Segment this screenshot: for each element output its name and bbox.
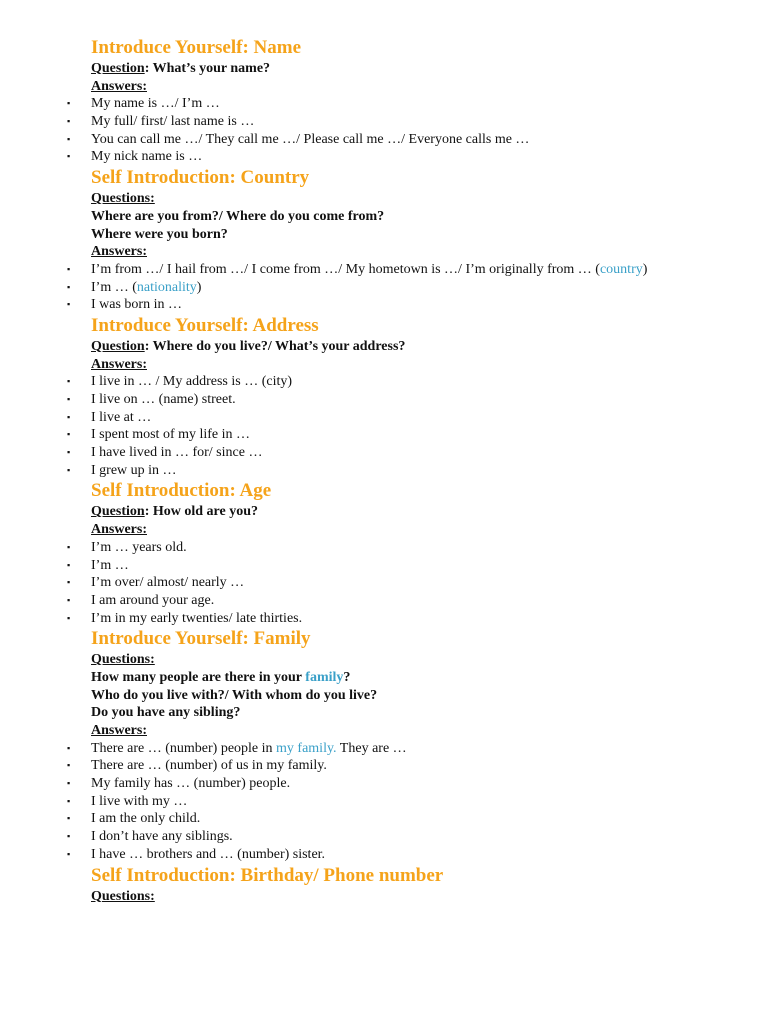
bullet-icon: ▪ (67, 541, 71, 552)
answer-item (67, 539, 768, 557)
heading-age: Self Introduction: Age (91, 480, 272, 502)
question-label: Question (91, 504, 145, 520)
answers-list-country (0, 261, 768, 314)
bullet-icon: ▪ (67, 848, 71, 859)
bullet-icon: ▪ (67, 594, 71, 605)
answer-text: My name is …/ I’m … (91, 96, 220, 112)
bullet-icon: ▪ (67, 98, 71, 109)
nationality-link[interactable]: nationality (136, 279, 197, 295)
answers-label: Answers: (91, 356, 147, 372)
heading-address: Introduce Yourself: Address (91, 314, 319, 336)
questions-label: Questions: (91, 652, 155, 668)
answer-item (67, 793, 768, 811)
question-label: Question (91, 61, 145, 76)
bullet-icon: ▪ (67, 376, 71, 387)
question-line: Who do you live with?/ With whom do you live? (91, 687, 378, 703)
answers-label: Answers: (91, 723, 147, 738)
answer-text: You can call me …/ They call me …/ Please call me …/ Everyone calls me … (91, 131, 530, 147)
answer-text: I live on … (name) street. (91, 392, 236, 407)
answer-item (67, 261, 768, 279)
answers-label: Answers: (91, 78, 147, 94)
answer-text: ) (642, 261, 648, 277)
answer-text: My family has … (number) people. (91, 776, 291, 792)
answer-item (67, 828, 768, 846)
bullet-icon: ▪ (67, 742, 71, 753)
question-text: How many people are there in your (91, 669, 306, 685)
answer-text: There are … (number) people in (91, 740, 277, 756)
answer-text: I’m … (91, 557, 129, 573)
bullet-icon: ▪ (67, 778, 71, 789)
answer-text: I live at … (91, 409, 152, 425)
answer-item (67, 775, 768, 793)
answer-text: I have lived in … for/ since … (91, 445, 263, 461)
question-line (91, 669, 768, 687)
heading-country: Self Introduction: Country (91, 167, 310, 189)
bullet-icon: ▪ (67, 464, 71, 475)
question-line: Do you have any sibling? (91, 705, 241, 721)
answer-item (67, 592, 768, 610)
answers-list-age (0, 539, 768, 627)
answer-item (67, 95, 768, 113)
answers-label-line (91, 356, 768, 374)
country-link[interactable]: country (599, 261, 643, 277)
bullet-icon: ▪ (67, 831, 71, 842)
bullet-icon: ▪ (67, 795, 71, 806)
bullet-icon: ▪ (67, 133, 71, 144)
question-text: : What’s your name? (144, 61, 271, 76)
questions-label: Questions: (91, 888, 155, 904)
answer-item (67, 610, 768, 628)
answer-item (67, 131, 768, 149)
answer-item (67, 444, 768, 462)
question-line (91, 503, 768, 521)
bullet-icon: ▪ (67, 394, 71, 404)
answer-text: I am around your age. (91, 592, 215, 608)
answers-label-line (91, 243, 768, 261)
answer-item (67, 148, 768, 166)
answers-list-name (0, 95, 768, 166)
answer-item (67, 462, 768, 480)
question-line: Where are you from?/ Where do you come from? (91, 208, 385, 224)
bullet-icon: ▪ (67, 281, 71, 292)
answer-item (67, 296, 768, 314)
answer-text: I spent most of my life in … (91, 427, 251, 443)
answer-text: I was born in … (91, 297, 182, 313)
question-text: : How old are you? (144, 504, 258, 520)
questions-label-line (91, 190, 768, 208)
answer-item (67, 279, 768, 297)
answers-label-line (91, 722, 768, 740)
document-page (0, 36, 768, 905)
answer-text: I’m from …/ I hail from …/ I come from …/ My hometown is …/ I’m originally from … ( (91, 261, 600, 277)
bullet-icon: ▪ (67, 577, 71, 588)
bullet-icon: ▪ (67, 760, 71, 771)
answer-item (67, 574, 768, 592)
answer-text: I’m … years old. (91, 539, 187, 555)
question-line (91, 338, 768, 356)
bullet-icon: ▪ (67, 447, 71, 458)
bullet-icon: ▪ (67, 411, 71, 422)
bullet-icon: ▪ (67, 299, 71, 310)
answer-text: I live with my … (91, 793, 188, 809)
answer-item (67, 113, 768, 131)
answer-text: ) (196, 279, 202, 295)
answer-text: I’m over/ almost/ nearly … (91, 575, 245, 591)
answers-label-line (91, 521, 768, 539)
answer-text: My nick name is … (91, 149, 203, 165)
answer-text: I have … brothers and … (number) sister. (91, 846, 326, 862)
answer-text: I’m … ( (91, 279, 137, 295)
answer-item (67, 846, 768, 864)
answer-text: There are … (number) of us in my family. (91, 758, 327, 774)
answer-item (67, 810, 768, 828)
question-line (91, 60, 768, 78)
question-text: : Where do you live?/ What’s your address? (144, 338, 406, 354)
answer-text: They are … (336, 740, 407, 756)
answer-text: I am the only child. (91, 811, 201, 827)
answer-text: I’m in my early twenties/ late thirties. (91, 610, 303, 626)
question-text: ? (343, 669, 351, 685)
bullet-icon: ▪ (67, 429, 71, 440)
answer-item (67, 373, 768, 391)
answer-text: I grew up in … (91, 462, 177, 478)
bullet-icon: ▪ (67, 559, 71, 570)
questions-label-line (91, 651, 768, 669)
question-line: Where were you born? (91, 226, 228, 242)
bullet-icon: ▪ (67, 612, 71, 623)
answer-item (67, 426, 768, 444)
answers-label: Answers: (91, 522, 147, 538)
questions-label-line (91, 888, 768, 906)
bullet-icon: ▪ (67, 151, 71, 162)
questions-label: Questions: (91, 191, 155, 207)
answer-item (67, 391, 768, 409)
answers-label-line (91, 78, 768, 96)
bullet-icon: ▪ (67, 263, 71, 274)
question-label: Question (91, 338, 145, 354)
answers-label: Answers: (91, 244, 147, 260)
answer-item (67, 409, 768, 427)
my-family-link[interactable]: my family. (276, 740, 337, 756)
answer-item (67, 757, 768, 775)
answer-item (67, 740, 768, 758)
heading-family: Introduce Yourself: Family (91, 628, 311, 650)
answer-text: I live in … / My address is … (city) (91, 374, 293, 390)
answer-text: My full/ first/ last name is … (91, 114, 255, 130)
bullet-icon: ▪ (67, 813, 71, 824)
answers-list-address (0, 373, 768, 479)
heading-name: Introduce Yourself: Name (91, 37, 302, 58)
answer-item (67, 557, 768, 575)
family-link[interactable]: family (305, 669, 344, 685)
bullet-icon: ▪ (67, 116, 71, 127)
answers-list-family (0, 740, 768, 864)
answer-text: I don’t have any siblings. (91, 829, 233, 845)
heading-birthday-phone: Self Introduction: Birthday/ Phone number (91, 864, 444, 886)
